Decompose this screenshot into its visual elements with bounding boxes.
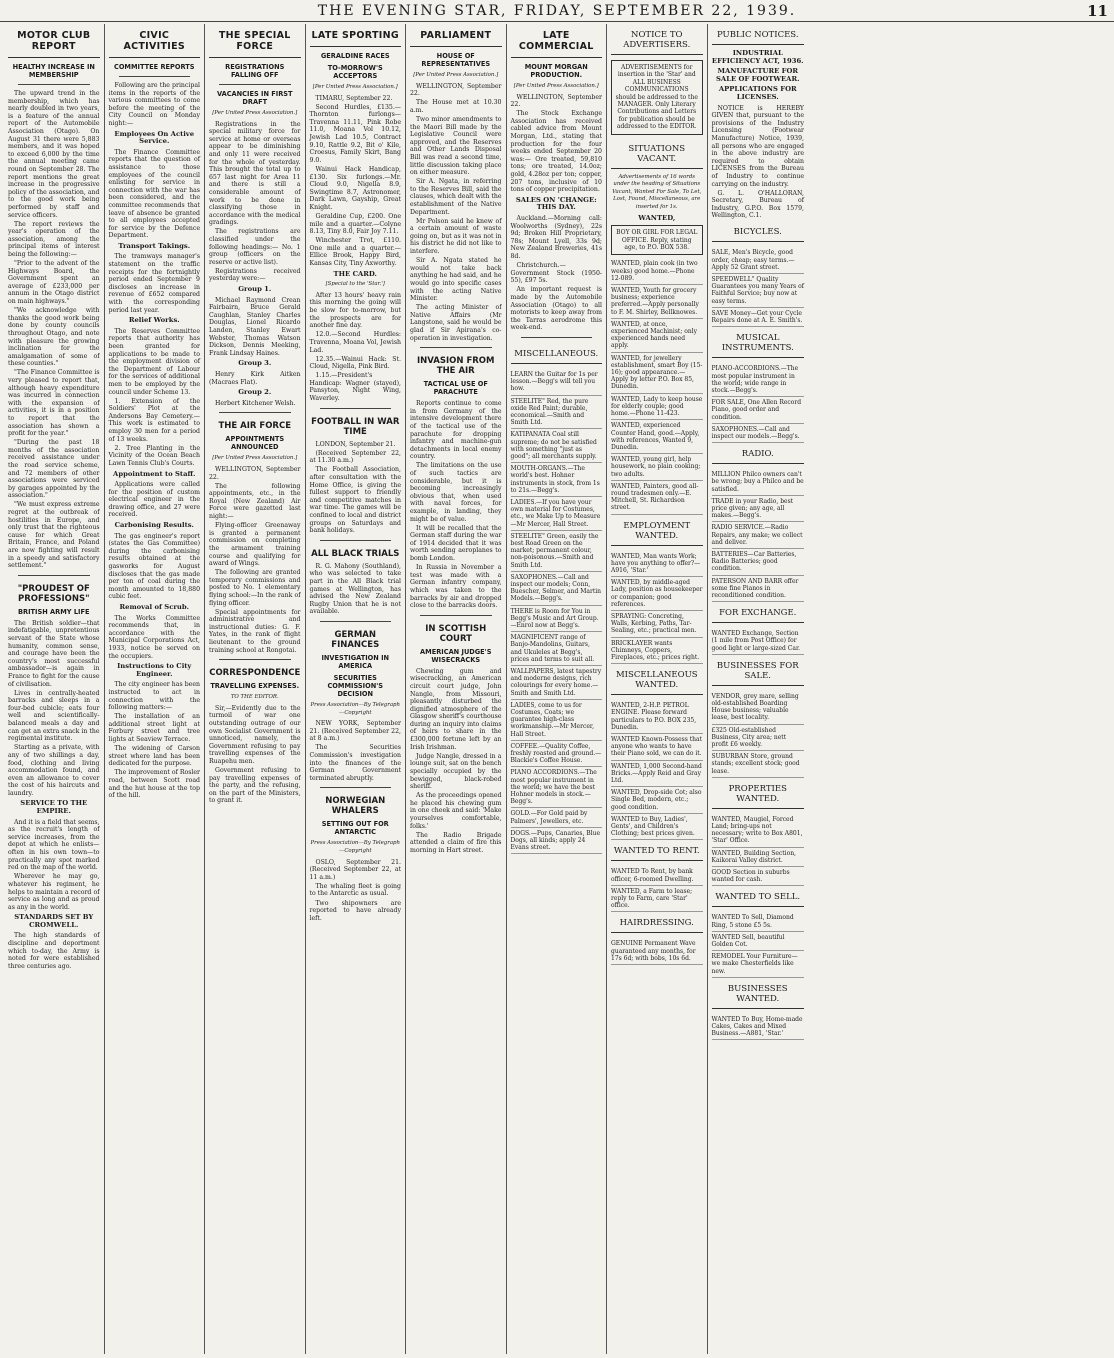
section-heading: MISCELLANEOUS. [511, 343, 603, 364]
classified-ad: COFFEE.—Quality Coffee, freshly roasted and ground.—Blackie's Coffee House. [511, 741, 603, 768]
divider [420, 615, 492, 616]
classified-ad: SPEEDWELL" Quality Guarantees you many Years of Faithful Service; buy now at easy terms. [712, 274, 805, 308]
headline: CIVIC ACTIVITIES [109, 24, 201, 58]
classified-ad: KATIPANATA Coal still supreme; do not be satisfied with something "just as good"; all merchants supply. [511, 429, 603, 463]
column-civic [105, 24, 206, 1354]
article-paragraph: Sir A. Ngata stated he would not take back anything he had said, and he would go into specific cases with the acting Native Minister. [410, 257, 502, 303]
byline: [Per United Press Association.] [513, 83, 599, 89]
article-paragraph: The limitations on the use of such tactics are considerable, but it is becoming increasingly obvious that, when used with naval forces, for example, in landing, they might be of value. [410, 462, 502, 523]
newspaper-title: THE EVENING STAR, FRIDAY, SEPTEMBER 22, 1939. [317, 3, 797, 19]
article-paragraph: The whaling fleet is going to the Antarctic as usual. [309, 882, 401, 898]
section-title: Relief Works. [128, 316, 180, 325]
article-paragraph: The upward trend in the membership, which has nearly doubled in two years, is a feature of the annual report of the Automobile Association (Otago). On August 31 there were 5,883 members, and it was hoped to exceed 6,000 by the time the annual meeting came round on September 28. The report mentions the great increase in the progressive policy of the association, and to the good work being performed by staff and service officers. [8, 90, 100, 219]
article-paragraph: The Football Association, after consultation with the Home Office, is giving the fullest support to friendly and competitive matches in war time. The games will be confined to local and district groups on Saturdays and bank holidays. [309, 466, 401, 535]
section-title: SERVICE TO THE EMPIRE. [20, 799, 88, 816]
section-heading: HAIRDRESSING. [611, 912, 703, 933]
classified-ad: WANTED Known-Possess that anyone who wants to have their Piano sold, we can do it. [611, 734, 703, 761]
article-paragraph: The Radio Brigade attended a claim of fire this morning in Hart street. [410, 831, 502, 854]
article-paragraph: It will be recalled that the German staff during the war of 1914 decided that it was worth sending aeroplanes to bomb London. [410, 524, 502, 563]
article-paragraph: The following are granted temporary commissions and posted to No. 1 elementary flying school:—In the rank of flying officer. [209, 569, 301, 607]
article-paragraph: Geraldine Cup, £200. One mile and a quarter.—Colyne 8.13, Tiny 8.0, Fair Joy 7.11. [309, 213, 401, 236]
section-heading: RADIO. [712, 443, 805, 464]
subheadline: COMMITTEE REPORTS [113, 63, 195, 71]
section-title: Group 3. [238, 359, 272, 368]
classified-ad: RADIO SERVICE.—Radio Repairs, any make; we collect and deliver. [712, 522, 805, 549]
article-paragraph: Flying-officer Greenaway is granted a permanent commission on completing the armament training course and qualifying for award of Wings. [209, 522, 301, 568]
classified-ad: WANTED to Buy, Ladies', Gents', and Children's Clothing; best prices given. [611, 814, 703, 841]
article-paragraph: Henry Kirk Aitken (Macraes Flat). [209, 371, 301, 386]
headline: NORWEGIAN WHALERS [325, 796, 386, 817]
classified-ad: TRADE in your Radio, best price given; any age, all makes.—Begg's. [712, 496, 805, 523]
article-paragraph: Applications were called for the position of custom electrical engineer in the drawing office, and 27 were received. [108, 481, 200, 519]
page-number: 11 [1087, 2, 1108, 20]
article-paragraph: TIMARU, September 22. [315, 94, 393, 102]
section-heading: PROPERTIES WANTED. [712, 778, 805, 809]
subheadline: REGISTRATIONS FALLING OFF [225, 63, 285, 79]
classified-ad: LADIES.—If you have your own material for Costumes, etc., we Make Up to Measure—Mr Mercer, Hall Street. [511, 497, 603, 531]
headline: MOTOR CLUB REPORT [8, 24, 100, 58]
classified-ad: WANTED, Drop-side Cot; also Single Bed, modern, etc.; good condition. [611, 787, 703, 814]
headline: ALL BLACK TRIALS [311, 548, 400, 559]
subheadline: TO-MORROW'S ACCEPTORS [327, 64, 383, 80]
article-paragraph: Lives in centrally-heated barracks and sleeps in a four-bed cubicle; eats four well and scientifically-balanced meals a day and can get an extra snack in the regimental institute. [8, 689, 100, 743]
article-paragraph: OSLO, September 21. (Received September 22, at 11 a.m.) [309, 858, 401, 881]
article-paragraph: The Finance Committee reports that the question of assistance to those employees of the council enlisting for service in connection with the war has been considered, and the committee recommends that leave of absence be granted to all employees accepted for service by the Defence Department. [108, 148, 200, 240]
article-paragraph: 2. Tree Planting in the Vicinity of the Ocean Beach Lawn Tennis Club's Courts. [108, 444, 200, 467]
subheadline: MOUNT MORGAN PRODUCTION. [524, 63, 588, 79]
classified-ad: WANTED, Youth for grocery business; experience preferred.—Apply personally to F. M. Shirley, Bellknowes. [611, 285, 703, 319]
classified-ad: WANTED, Maugiel, Forced Land; bring-ups not necessary; write to Box A801, 'Star' Office. [712, 814, 805, 848]
subheadline: HEALTHY INCREASE IN MEMBERSHIP [12, 63, 95, 79]
column-notices [607, 24, 708, 1354]
article-paragraph: The tramways manager's statement on the traffic receipts for the fortnightly period ended September 9 discloses an increase in revenue of £652 compared with the corresponding period last year. [108, 253, 200, 314]
classified-ad: GOLD.—For Gold paid by Palmers', Jewellers, etc. [511, 808, 603, 827]
byline: TO THE EDITOR. [230, 694, 279, 701]
article-paragraph: WELLINGTON, September 22. [510, 93, 602, 109]
headline: PARLIAMENT [410, 24, 502, 47]
classified-ad: WANTED, 2-H.P. PETROL ENGINE. Please forward particulars to P.O. BOX 235, Dunedin. [611, 700, 703, 734]
classified-note: Advertisements of 16 words under the heading of Situations Vacant, Wanted For Sale, To Let, Lost, Found, Miscellaneous, are inserted for 1s. [612, 173, 702, 211]
headline: IN SCOTTISH COURT [425, 623, 487, 644]
article-paragraph: The improvement of Rosler road, between Scott road and the hut house at the top of the hill. [108, 769, 200, 800]
article-paragraph: Reports continue to come in from Germany of the intensive development there of the tactical use of the parachute for dropping infantry and machine-gun detachments in local enemy country. [410, 400, 502, 461]
classified-ad: LADIES, come to us for Costumes, Coats; we guarantee high-class workmanship.—Mr Mercer, Hall Street. [511, 700, 603, 741]
headline: "PROUDEST OF PROFESSIONS" [17, 583, 90, 604]
divider [320, 621, 392, 622]
divider [320, 787, 392, 788]
section-heading: WANTED TO SELL. [712, 886, 805, 907]
divider [320, 540, 392, 541]
section-title: Group 1. [238, 285, 272, 294]
subheadline: AMERICAN JUDGE'S WISECRACKS [420, 647, 492, 664]
section-title: Carbonising Results. [114, 521, 194, 530]
byline: Press Association—By Telegraph—Copyright [310, 701, 400, 716]
column-parliament [406, 24, 507, 1354]
classified-ad: WANTED, at once, experienced Machinist; only experienced hands need apply. [611, 319, 703, 353]
section-title: STANDARDS SET BY CROMWELL. [14, 913, 94, 929]
section-title: Removal of Scrub. [119, 603, 189, 611]
classified-ad: LEARN the Guitar for 1s per lesson.—Begg's will tell you how. [511, 369, 603, 396]
section-heading: MUSICAL INSTRUMENTS. [712, 327, 805, 358]
subheadline: BRITISH ARMY LIFE [17, 607, 90, 616]
article-paragraph: Registrations received yesterday were:— [209, 267, 301, 283]
article-paragraph: WELLINGTON, September 22. [410, 82, 502, 98]
article-paragraph: The following appointments, etc., in the Royal (New Zealand) Air Force were gazetted last night:— [209, 482, 301, 521]
headline: GERMAN FINANCES [331, 629, 380, 650]
divider [219, 84, 291, 85]
article-paragraph: "The Finance Committee is very pleased to report that, although heavy expenditure was incurred in connection with the expansion of activities, it is in a position to report that the association has shown a profit for the year." [8, 369, 100, 438]
byline: [Per United Press Association.] [413, 72, 499, 78]
classified-ad: PIANO ACCORDIONS.—The most popular instrument in the world; we have the best Hohner models in stock.—Begg's. [511, 767, 603, 808]
article-paragraph: Herbert Kitchener Welsh. [215, 399, 296, 407]
article-paragraph: Christchurch.—Government Stock (1950-55), £97 5s. [510, 262, 602, 285]
section-title: INDUSTRIAL EFFICIENCY ACT, 1936. [711, 49, 804, 65]
classified-ad: PATERSON AND BARR offer some fine Pianos in reconditioned condition. [712, 576, 805, 603]
headline: LATE COMMERCIAL [511, 24, 603, 58]
article-paragraph: Judge Nangle, dressed in a lounge suit, sat on the bench specially occupied by the bewigged, black-robed sheriff. [410, 752, 502, 791]
classified-ad: STEELITE" Red, the pure oxide Red Paint; durable, economical.—Smith and Smith Ltd. [511, 396, 603, 430]
notice-box: ADVERTISEMENTS for insertion in the 'Star' and ALL BUSINESS COMMUNICATIONS should be addressed to the MANAGER. Only Literary Contributions and Letters for publication should be addressed to the EDITOR. [611, 60, 703, 135]
article-paragraph: R. G. Mahony (Southland), who was selected to take part in the All Black trial games at Wellington, has advised the New Zealand Rugby Union that he is not available. [309, 562, 401, 616]
article-paragraph: The widening of Carson street where land has been dedicated for the purpose. [108, 745, 200, 768]
classified-ad: £325 Old-established Business, City area; nett profit £6 weekly. [712, 725, 805, 752]
classified-ad: SALE, Men's Bicycle, good order, cheap; easy terms.—Apply 52 Grant street. [712, 247, 805, 274]
subheadline: INVESTIGATION IN AMERICA [321, 653, 390, 670]
article-paragraph: After 13 hours' heavy rain this morning the going will be slow for to-morrow, but the prospects are for another fine day. [309, 291, 401, 330]
article-paragraph: Auckland.—Morning call: Woolworths (Sydney), 22s 9d; Broken Hill Proprietary, 78s; Mount Lyell, 33s 9d; New Zealand Breweries, 41s 8d. [510, 215, 602, 260]
column-special-force [205, 24, 306, 1354]
headline: FOOTBALL IN WAR TIME [311, 416, 400, 437]
article-paragraph: In Russia in November a test was made with a German infantry company, which was taken to the barracks by air and dropped close to the barracks doors. [410, 564, 502, 610]
article-paragraph: The installation of an additional street light at Forbury street and tree lights at Seaview Terrace. [108, 713, 200, 743]
article-paragraph: The acting Minister of Native Affairs (Mr Langstone, said he would be glad if Sir Apirana's co-operation in investigation. [410, 304, 502, 342]
section-heading: PUBLIC NOTICES. [712, 24, 805, 45]
classified-ad: MAGNIFICENT range of Banjo-Mandolins, Guitars, and Ukuleles at Begg's, prices and terms to suit all. [511, 632, 603, 666]
article-paragraph: The British soldier—that indefatigable, unpretentious servant of the State whose humanity, common sense, and courage have been the country's most successful ambassador—is again in France to fight for the cause of civilisation. [8, 619, 100, 688]
masthead [0, 0, 1114, 22]
headline: THE AIR FORCE [218, 421, 292, 432]
article-paragraph: Sir A. Ngata, in referring to the Reserves Bill, said the clauses, which dealt with the establishment of the Native Department. [410, 178, 502, 216]
article-paragraph: WELLINGTON, September 22. [209, 465, 301, 481]
section-title: MANUFACTURE FOR SALE OF FOOTWEAR. [716, 67, 800, 83]
article-paragraph: As the proceedings opened he placed his chewing gum in one cheek and said: 'Make yourselves comfortable, folks.' [410, 792, 502, 830]
article-paragraph: Registrations in the special military force for service at home or overseas appear to be diminishing and only 11 were received for the whole of yesterday. This brought the total up to 657 last night for Area 11 and there is still a considerable amount of work to be done in classifying those in accordance with the medical gradings. [209, 120, 301, 227]
byline: [Per United Press Association.] [212, 110, 298, 116]
classified-ad: VENDOR, grey mare, selling old-established Boarding House business; valuable lease, best locality. [712, 691, 805, 725]
section-heading: SITUATIONS VACANT. [611, 138, 703, 169]
classified-ad: THERE is Room for You in Begg's Music and Art Group.—Enrol now at Begg's. [511, 606, 603, 633]
classified-ad: REMODEL Your Furniture—we make Chesterfields like new. [712, 951, 805, 978]
classified-ad: WANTED Sell, beautiful Golden Cot. [712, 932, 805, 951]
classified-ad: SUBURBAN Store, ground stands; excellent stock; good lease. [712, 751, 805, 778]
article-paragraph: "During the past 18 months of the association received assistance under the road service scheme, and 72 members of other associations were serviced by garages appointed by the association." [8, 439, 100, 500]
classified-ad: WANTED, Building Section, Kaikorai Valley district. [712, 848, 805, 867]
subheadline: SECURITIES COMMISSION'S DECISION [327, 673, 384, 698]
article-paragraph: The Works Committee recommends that, in accordance with the Municipal Corporations Act, 1933, notice be served on the occupiers. [108, 614, 200, 660]
article-paragraph: Mr Polson said he knew of a certain amount of waste going on, but as it was not in his district he did not like to interfere. [410, 217, 502, 256]
classified-ad: MOUTH-ORGANS.—The world's best. Hohner instruments in stock, from 1s to 21s.—Begg's. [511, 463, 603, 497]
classified-ad: WANTED, young girl, help housework, no plain cooking; two adults. [611, 454, 703, 481]
article-paragraph: "We must express extreme regret at the outbreak of hostilities in Europe, and only trust that the righteous cause for which Great Britain, France, and Poland are now fighting will result in a speedy and satisfactory settlement." [8, 501, 100, 570]
article-paragraph: And it is a field that seems, as the recruit's length of service increases, from the depot at which he enlists—often in his own town—to practically any spot marked red on the map of the world. [8, 818, 100, 872]
article-paragraph: The Reserves Committee reports that authority has been granted for applications to be made to the employment division of the Department of Labour for the services of additional men to be employed by the council under Scheme 13. [108, 327, 200, 396]
subheadline: TACTICAL USE OF PARACHUTE [423, 380, 488, 397]
classified-ad: WANTED, 1,000 Second-hand Bricks.—Apply Reid and Gray Ltd. [611, 761, 703, 788]
article-paragraph: Government refusing to pay travelling expenses of the party, and the refusing, on the part of the Ministers, to grant it. [209, 767, 301, 805]
section-heading: EMPLOYMENT WANTED. [611, 515, 703, 546]
subheadline: APPOINTMENTS ANNOUNCED [225, 435, 285, 452]
section-heading: BUSINESSES FOR SALE. [712, 655, 805, 686]
classified-ad: WANTED, Painters, good all-round tradesmen only.—E. Mitchell, St. Richardson street. [611, 481, 703, 515]
classified-ad: WANTED To Rent, by bank officer, 6-roomed Dwelling. [611, 866, 703, 885]
subheadline: VACANCIES IN FIRST DRAFT [216, 90, 293, 106]
section-heading: WANTED TO RENT. [611, 840, 703, 861]
notice-box: BOY OR GIRL FOR LEGAL OFFICE. Reply, stating age, to P.O. BOX 538. [611, 225, 703, 255]
classified-ad: SPRAYING: Concreting, Walls, Kerbing, Paths, Tar-Sealing, etc.; practical men. [611, 611, 703, 638]
divider [521, 337, 593, 338]
article-paragraph: The registrations are classified under the following headings:— No. 1 group (officers on the reserve or active list). [209, 228, 301, 266]
classified-ad: SAXOPHONES.—Call and inspect our models; Conn, Buescher, Selmer, and Martin Models.—Begg's. [511, 572, 603, 606]
article-paragraph: 1.15.—President's Handicap: Wagner (stayed), Pansyton, Night Wing, Waverley. [309, 372, 401, 403]
section-heading: BICYCLES. [712, 221, 805, 242]
headline: INVASION FROM THE AIR [417, 356, 495, 377]
section-title: APPLICATIONS FOR LICENSES. [718, 85, 797, 101]
subheadline: GERALDINE RACES [320, 52, 390, 60]
classified-ad: WANTED, experienced Counter Hand, good.—Apply, with references, Wanted 9, Dunedin. [611, 420, 703, 454]
classified-ad: WANTED To Buy, Home-made Cakes, Cakes and Mixed Business.—A881, 'Star.' [712, 1014, 805, 1041]
divider [219, 412, 291, 413]
classified-ad: SAXOPHONES.—Call and inspect our models.—Begg's. [712, 424, 805, 443]
article-paragraph: Two minor amendments to the Maori Bill made by the Legislative Council were approved, and the Reserves and Other Lands Disposal Bill was read a second time, little discussion taking place on either measure. [410, 115, 502, 177]
classified-ad: WANTED, Man wants Work; have you anything to offer?—A916, 'Star.' [611, 551, 703, 578]
classified-ad: WANTED, a Farm to lease; reply to Farm, care 'Star' office. [611, 886, 703, 913]
divider [420, 347, 492, 348]
section-heading: NOTICE TO ADVERTISERS. [611, 24, 703, 55]
article-paragraph: G. L. O'HALLORAN, Secretary, Bureau of Industry, G.P.O. Box 1579, Wellington, C.1. [711, 189, 804, 220]
article-paragraph: Two shipowners are reported to have already left. [309, 899, 401, 922]
article-paragraph: The high standards of discipline and deportment which to-day, the Army is noted for were established three centuries ago. [8, 932, 100, 970]
classified-ad: BATTERIES—Car Batteries, Radio Batteries; good condition. [712, 549, 805, 576]
classified-ad: STEELITE" Green, easily the best Road Green on the market; permanent colour, non-poisonous.—Smith and Smith Ltd. [511, 531, 603, 572]
byline: [Per United Press Association.] [212, 455, 298, 462]
article-paragraph: Michael Raymond Crean Fairbairn, Bruce Gerald Caughlan, Stanley Charles Douglas, Lionel Ricardo Landen, Stanley Ewart Webster, Thomas Watson Dickson, Dennis Meeking, Frank Lindsay Haines. [209, 296, 301, 357]
classified-ad: WANTED, Lady to keep house for elderly couple; good home.—Phone 11-423. [611, 394, 703, 421]
section-title: SALES ON 'CHANGE: THIS DAY. [515, 195, 597, 212]
article-paragraph: The city engineer has been instructed to act in connection with the following matters:— [108, 681, 200, 712]
article-paragraph: Following are the principal items in the reports of the various committees to come before the meeting of the City Council on Monday night:— [108, 82, 200, 127]
article-paragraph: "Prior to the advent of the Highways Board, the Government spent an average of £233,000 per annum in the Otago district on main highways." [8, 260, 100, 306]
headline: CORRESPONDENCE [209, 668, 301, 679]
classified-ad: WANTED To Sell, Diamond Ring, 5 stone £5 5s. [712, 912, 805, 931]
classified-ad: WANTED, plain cook (in two weeks) good home.—Phone 12-089. [611, 258, 703, 285]
article-paragraph: NEW YORK, September 21. (Received September 22, at 8 a.m.) [309, 720, 401, 743]
classified-ad: FOR SALE, One Allen Record Piano, good order and condition. [712, 397, 805, 424]
divider [18, 84, 90, 85]
classified-ad: BRICKLAYER wants Chimneys, Coppers, Fireplaces, etc.; prices right. [611, 638, 703, 665]
classified-ad: MILLION Philco owners can't be wrong; buy a Philco and be satisfied. [712, 469, 805, 496]
divider [18, 575, 90, 576]
classified-ad: DOGS.—Pups, Canaries, Blue Dogs, all kinds; apply 24 Evans street. [511, 828, 603, 855]
classified-ad: SAVE Money—Get your Cycle Repairs done at A. E. Smith's. [712, 308, 805, 327]
subheadline: TRAVELLING EXPENSES. [210, 682, 300, 691]
article-paragraph: The Securities Commission's investigation into the finances of the German Government terminated abruptly. [309, 744, 401, 782]
column-late-sporting [306, 24, 407, 1354]
column-late-commercial [507, 24, 608, 1354]
classified-ad: GENUINE Permanent Wave guaranteed any months, for 17s 6d; with bobs, 10s 6d. [611, 938, 703, 965]
article-paragraph: Wainui Hack Handicap, £130. Six furlongs.—Mr. Cloud 9.0, Nigella 8.9, Swingtime 8.7, Astronomer, Dark Lawn, Gayship, Great Knight. [309, 165, 401, 211]
article-paragraph: Second Hurdles, £135.—Thornton furlongs—Travenna 11.11, Pink Robe 11.0, Moana Vol 10.12, Jewish Lad 10.5, Contract 9.10, Rattle 9.2, Bit o' Kile, Croesus, Family Skirt, Bang 9.0. [309, 103, 401, 164]
column-motor-club [4, 24, 105, 1354]
article-paragraph: (Received September 22, at 11.30 a.m.) [309, 449, 401, 465]
headline: LATE SPORTING [310, 24, 402, 47]
section-title: Appointment to Staff. [113, 469, 196, 478]
section-title: Employees On Active Service. [114, 129, 195, 146]
section-title: Group 2. [238, 388, 272, 397]
article-paragraph: An important request is made by the Automobile Association (Otago) to all motorists to keep away from the Tarras aerodrome this week-end. [510, 286, 602, 332]
section-heading: FOR EXCHANGE. [712, 602, 805, 623]
classified-ad: WANTED, by middle-aged Lady, position as housekeeper or companion; good references. [611, 577, 703, 611]
article-paragraph: 1. Extension of the Soldiers' Plot at the Andersons Bay Cemetery.—This work is estimated to employ 30 men for a period of 13 weeks. [108, 397, 200, 443]
article-paragraph: "We acknowledge with thanks the good work being done by county councils throughout Otago, and note with pleasure the growing inclination for the amalgamation of some of these counties." [8, 307, 100, 368]
section-title: Transport Takings. [118, 241, 191, 250]
subheadline: HOUSE OF REPRESENTATIVES [421, 52, 491, 68]
classified-ad: WALLPAPERS, latest tapestry and moderne designs, rich colourings for every home.—Smith and Smith Ltd. [511, 666, 603, 700]
newspaper-page [4, 24, 1110, 1354]
divider [320, 408, 392, 409]
section-heading: BUSINESSES WANTED. [712, 978, 805, 1009]
article-paragraph: The House met at 10.30 a.m. [410, 99, 502, 114]
section-title: Instructions to City Engineer. [117, 662, 192, 678]
byline: [Per United Press Association.] [312, 84, 398, 90]
classified-ad: WANTED Exchange, Section (1 mile from Post Office) for good light or large-sized Car. [712, 628, 805, 655]
article-paragraph: Winchester Trot, £110. One mile and a quarter.—Ellice Brook, Happy Bird, Kansas City, Tiny Axworthy. [309, 237, 401, 268]
subheadline: SETTING OUT FOR ANTARCTIC [321, 820, 389, 837]
classified-ad: WANTED, for jewellery establishment, smart Boy (15-16); good appearance.—Apply by letter P.O. Box 85, Dunedin. [611, 353, 703, 394]
article-paragraph: Special appointments for administrative and instructional duties: G. F. Yates, in the rank of flight lieutenant to the ground training school at Rongotai. [209, 608, 301, 654]
headline: THE SPECIAL FORCE [209, 24, 301, 58]
classified-ad: PIANO-ACCORDIONS.—The most popular instrument in the world; wide range in stock.—Begg's. [712, 363, 805, 397]
article-paragraph: NOTICE is HEREBY GIVEN that, pursuant to the provisions of the Industry Licensing (Footwear Manufacture) Notice, 1939, all persons who are engaged in the above industry are required to obtain LICENSES from the Bureau of Industry to continue carrying on the industry. [711, 104, 804, 188]
article-paragraph: 12.35.—Wainui Hack: St. Cloud, Nigella, Pink Bird. [309, 355, 401, 371]
byline: Press Association—By Telegraph—Copyright [310, 840, 400, 854]
article-paragraph: Sir,—Evidently due to the turmoil of war one outstanding outrage of our own Socialist Government is unnoticed, namely, the Government refusing to pay travelling expenses of the Ruapehu men. [209, 704, 301, 765]
classified-ad: GOOD Section in suburbs wanted for cash. [712, 867, 805, 886]
article-paragraph: The gas engineer's report (states the Gas Committee) during the carbonising results obtained at the gasworks for August discloses that the gas made per ton of coal during the month amounted to 18,880 cubic feet. [108, 532, 200, 601]
article-paragraph: The report reviews the year's operation of the association, among the principal items of interest being the following:— [8, 220, 100, 258]
article-paragraph: LONDON, September 21. [315, 440, 396, 448]
column-public-notices [708, 24, 809, 1354]
section-title: WANTED, [638, 213, 676, 222]
article-paragraph: Starting as a private, with any of two shillings a day, food, clothing and living accommodation found, and even an allowance to cover the cost of his haircuts and laundry. [8, 744, 100, 797]
divider [219, 659, 291, 660]
byline: [Special to the 'Star.'] [325, 281, 385, 288]
section-title: THE CARD. [333, 269, 377, 278]
article-paragraph: The Stock Exchange Association has received cabled advice from Mount Morgan, Ltd., stating that production for the four weeks ended September 20 was:— Ore treated, 59,810 tons; ore treated, 14.0oz; gold, 4.28oz per ton; copper, 207 tons, inclusive of 10 tons of copper precipitation. [510, 110, 602, 194]
article-paragraph: 12.0.—Second Hurdles: Travenna, Moana Vol, Jewish Lad. [309, 331, 401, 354]
section-heading: MISCELLANEOUS WANTED. [611, 664, 703, 695]
article-paragraph: Wherever he may go, whatever his regiment, he helps to maintain a record of service as long and as proud as any in the world. [8, 873, 100, 911]
article-paragraph: Chewing gum and wisecracking, an American circuit court judge, John Nangle, from Missouri, pleasantly disturbed the dignified atmosphere of the Glasgow sheriff's courthouse during an inquiry into claims of heirs to share in the £300,000 fortune left by an Irish Irishman. [410, 667, 502, 751]
divider [119, 76, 191, 77]
